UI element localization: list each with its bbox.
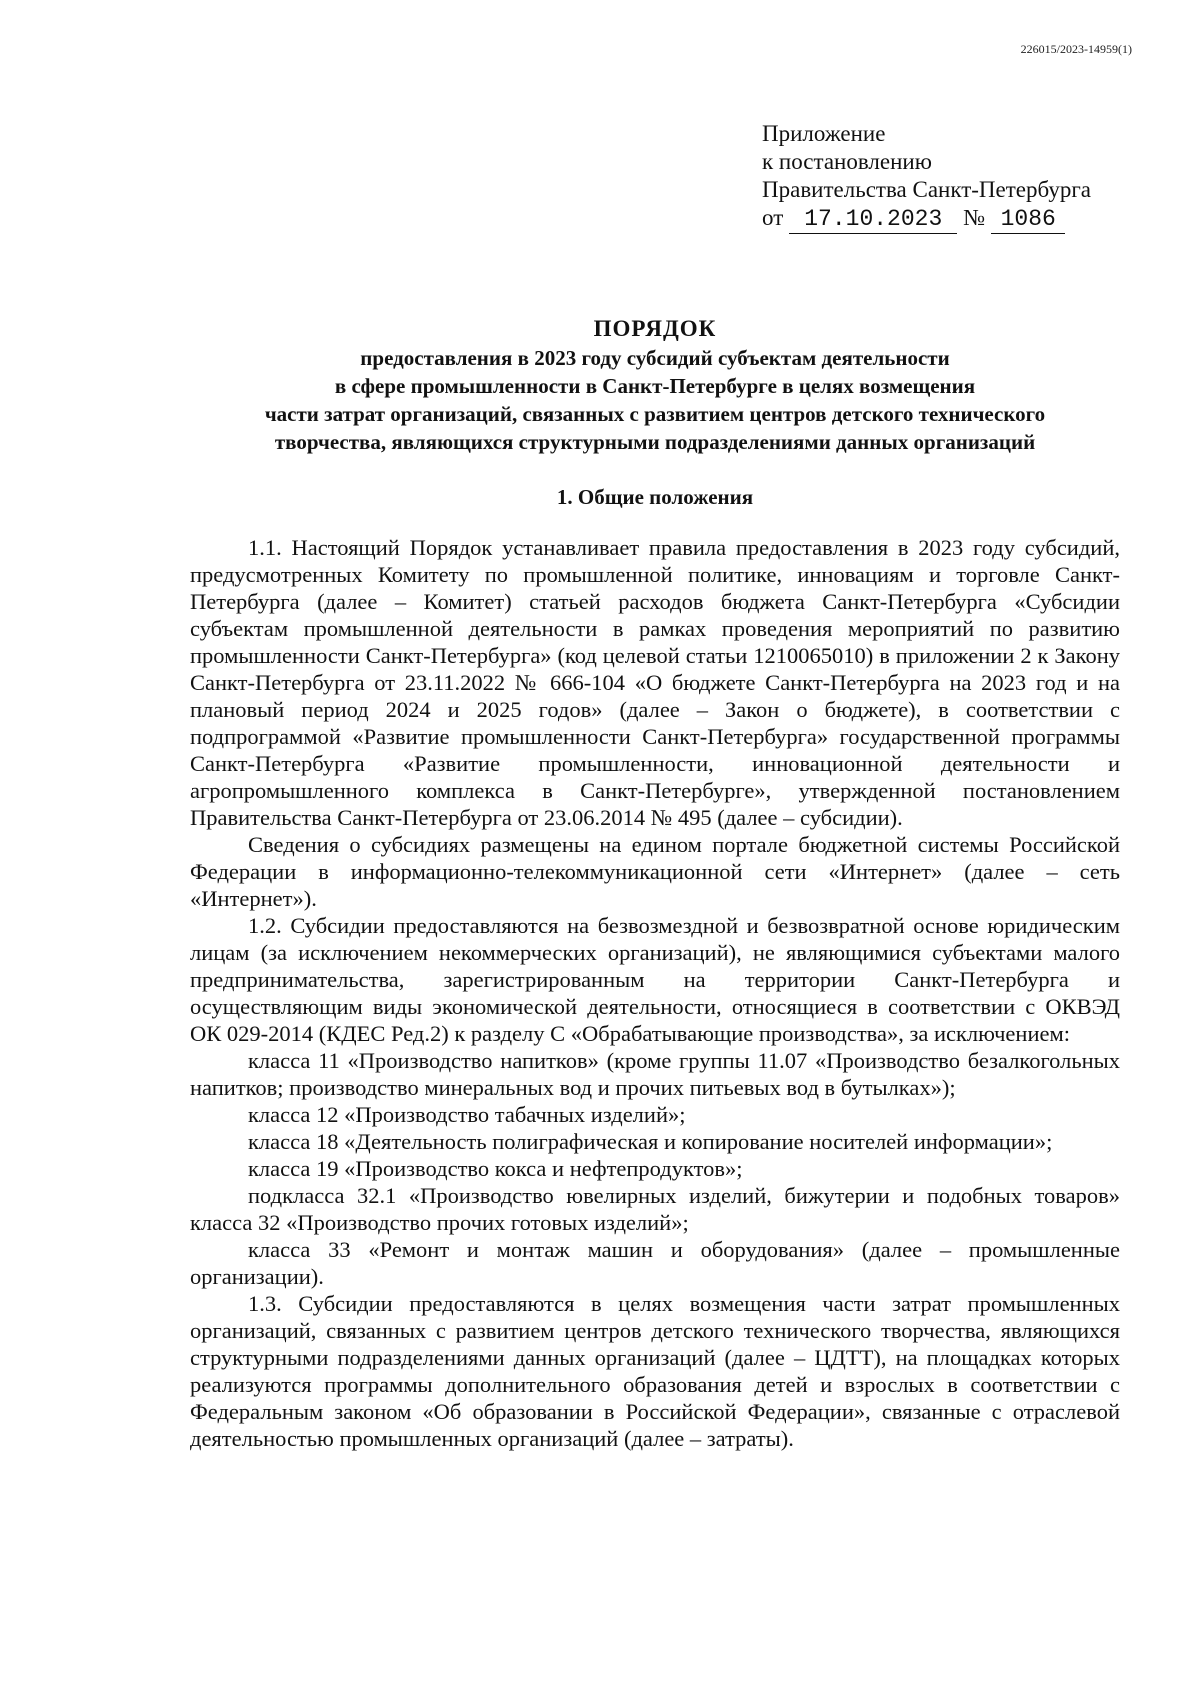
exclusion-subclass-32-1: подкласса 32.1 «Производство ювелирных изделий, бижутерии и подобных товаров» класса 32 «Производство прочих готовых изделий»; <box>190 1183 1120 1235</box>
paragraph-1-3: 1.3. Субсидии предоставляются в целях возмещения части затрат промышленных организаций, связанных с развитием центров детского технического творчества, являющихся структурными подразделениями данных организаций (далее – ЦДТТ), на площадках которых реализуются программы дополнительного образования детей и взрослых в соответствии с Федеральным законом «Об образовании в Российской Федерации», связанные с отраслевой деятельностью промышленных организаций (далее – затраты). <box>190 1291 1120 1451</box>
exclusion-class-33: класса 33 «Ремонт и монтаж машин и оборудования» (далее – промышленные организации). <box>190 1237 1120 1289</box>
decree-date: 17.10.2023 <box>789 205 957 234</box>
section-heading-general: 1. Общие положения <box>556 485 754 509</box>
number-label: № <box>963 205 986 230</box>
decree-number: 1086 <box>991 205 1065 234</box>
document-body <box>190 534 1120 1452</box>
document-subtitle-line-3: части затрат организаций, связанных с развитием центров детского технического <box>264 402 1046 426</box>
appendix-date-line <box>762 204 1091 234</box>
document-title-block <box>190 314 1120 456</box>
paragraph-1-2: 1.2. Субсидии предоставляются на безвозмездной и безвозвратной основе юридическим лицам (за исключением некоммерческих организаций), не являющимися субъектами малого предпринимательства, зарегистрированным на территории Санкт-Петербурга и осуществляющим виды экономической деятельности, относящиеся в соответствии с ОКВЭД ОК 029-2014 (КДЕС Ред.2) к разделу С «Обрабатывающие производства», за исключением: <box>190 913 1120 1046</box>
exclusion-class-19: класса 19 «Производство кокса и нефтепродуктов»; <box>248 1156 743 1181</box>
appendix-line-3: Правительства Санкт-Петербурга <box>762 177 1091 202</box>
document-subtitle-line-2: в сфере промышленности в Санкт-Петербурге в целях возмещения <box>334 374 976 398</box>
exclusion-class-11: класса 11 «Производство напитков» (кроме группы 11.07 «Производство безалкогольных напитков; производство минеральных вод и прочих питьевых вод в бутылках»); <box>190 1048 1120 1100</box>
from-label: от <box>762 205 784 230</box>
paragraph-subsidy-info: Сведения о субсидиях размещены на едином портале бюджетной системы Российской Федерации в информационно-телекоммуникационной сети «Интернет» (далее – сеть «Интернет»). <box>190 832 1120 911</box>
exclusion-class-18: класса 18 «Деятельность полиграфическая и копирование носителей информации»; <box>248 1129 1053 1154</box>
paragraph-1-1: 1.1. Настоящий Порядок устанавливает правила предоставления в 2023 году субсидий, предусмотренных Комитету по промышленной политике, инновациям и торговле Санкт-Петербурга (далее – Комитет) статьей расходов бюджета Санкт-Петербурга «Субсидии субъектам промышленной деятельности в рамках проведения мероприятий по развитию промышленности Санкт-Петербурга» (код целевой статьи 1210065010) в приложении 2 к Закону Санкт-Петербурга от 23.11.2022 № 666-104 «О бюджете Санкт-Петербурга на 2023 год и на плановый период 2024 и 2025 годов» (далее – Закон о бюджете), в соответствии с подпрограммой «Развитие промышленности Санкт-Петербурга» государственной программы Санкт-Петербурга «Развитие промышленности, инновационной деятельности и агропромышленного комплекса в Санкт-Петербурге», утвержденной постановлением Правительства Санкт-Петербурга от 23.06.2014 № 495 (далее – субсидии). <box>190 535 1120 830</box>
exclusion-class-12: класса 12 «Производство табачных изделий»; <box>248 1102 686 1127</box>
document-subtitle-line-4: творчества, являющихся структурными подразделениями данных организаций <box>274 430 1036 454</box>
document-registration-number: 226015/2023-14959(1) <box>1020 42 1132 56</box>
appendix-line-1: Приложение <box>762 121 886 146</box>
appendix-line-2: к постановлению <box>762 149 932 174</box>
appendix-block <box>762 120 1091 234</box>
document-title: ПОРЯДОК <box>593 316 717 341</box>
document-subtitle-line-1: предоставления в 2023 году субсидий субъектам деятельности <box>360 346 950 370</box>
